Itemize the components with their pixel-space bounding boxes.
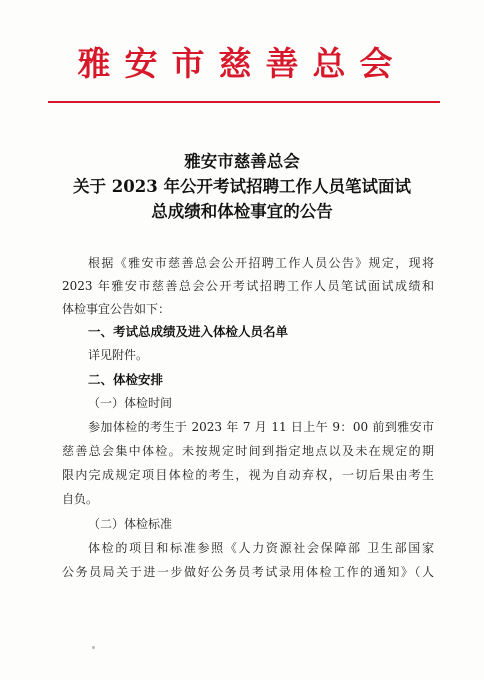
- section-1-heading: 一、考试总成绩及进入体检人员名单: [88, 324, 289, 339]
- subsection-1-heading: （一）体检时间: [88, 396, 173, 410]
- subsection-2-heading: （二）体检标准: [88, 517, 173, 531]
- intro-line-2: 2023 年雅安市慈善总会公开考试招聘工作人员笔试面试成绩和: [62, 279, 434, 293]
- subsection-1-line-3: 限内完成规定项目体检的考生，视为自动弃权，一切后果由考生: [62, 468, 434, 482]
- section-2-heading: 二、体检安排: [88, 372, 164, 387]
- subsection-2-line-1: 体检的项目和标准参照《人力资源社会保障部 卫生部国家: [88, 541, 434, 555]
- title-line-3: 总成绩和体检事宜的公告: [151, 202, 333, 221]
- subsection-2-line-2: 公务员局关于进一步做好公务员考试录用体检工作的通知》（人: [62, 565, 434, 579]
- scan-speck: [92, 646, 95, 649]
- intro-line-1: 根据《雅安市慈善总会公开招聘工作人员公告》规定，现将: [88, 256, 434, 270]
- intro-line-3: 体检事宜公告如下：: [62, 302, 171, 316]
- title-line-1: 雅安市慈善总会: [184, 152, 300, 171]
- subsection-1-line-2: 慈善总会集中体检。未按规定时间到指定地点以及未在规定的期: [62, 444, 434, 458]
- subsection-1-line-4: 自负。: [62, 492, 99, 506]
- title-line-2: 关于 2023 年公开考试招聘工作人员笔试面试: [73, 177, 411, 196]
- letterhead-org-name: 雅安市慈善总会: [77, 44, 407, 83]
- subsection-1-line-1: 参加体检的考生于 2023 年 7 月 11 日上午 9：00 前到雅安市: [88, 420, 434, 434]
- section-1-text: 详见附件。: [88, 348, 149, 362]
- letterhead-divider: [48, 101, 440, 103]
